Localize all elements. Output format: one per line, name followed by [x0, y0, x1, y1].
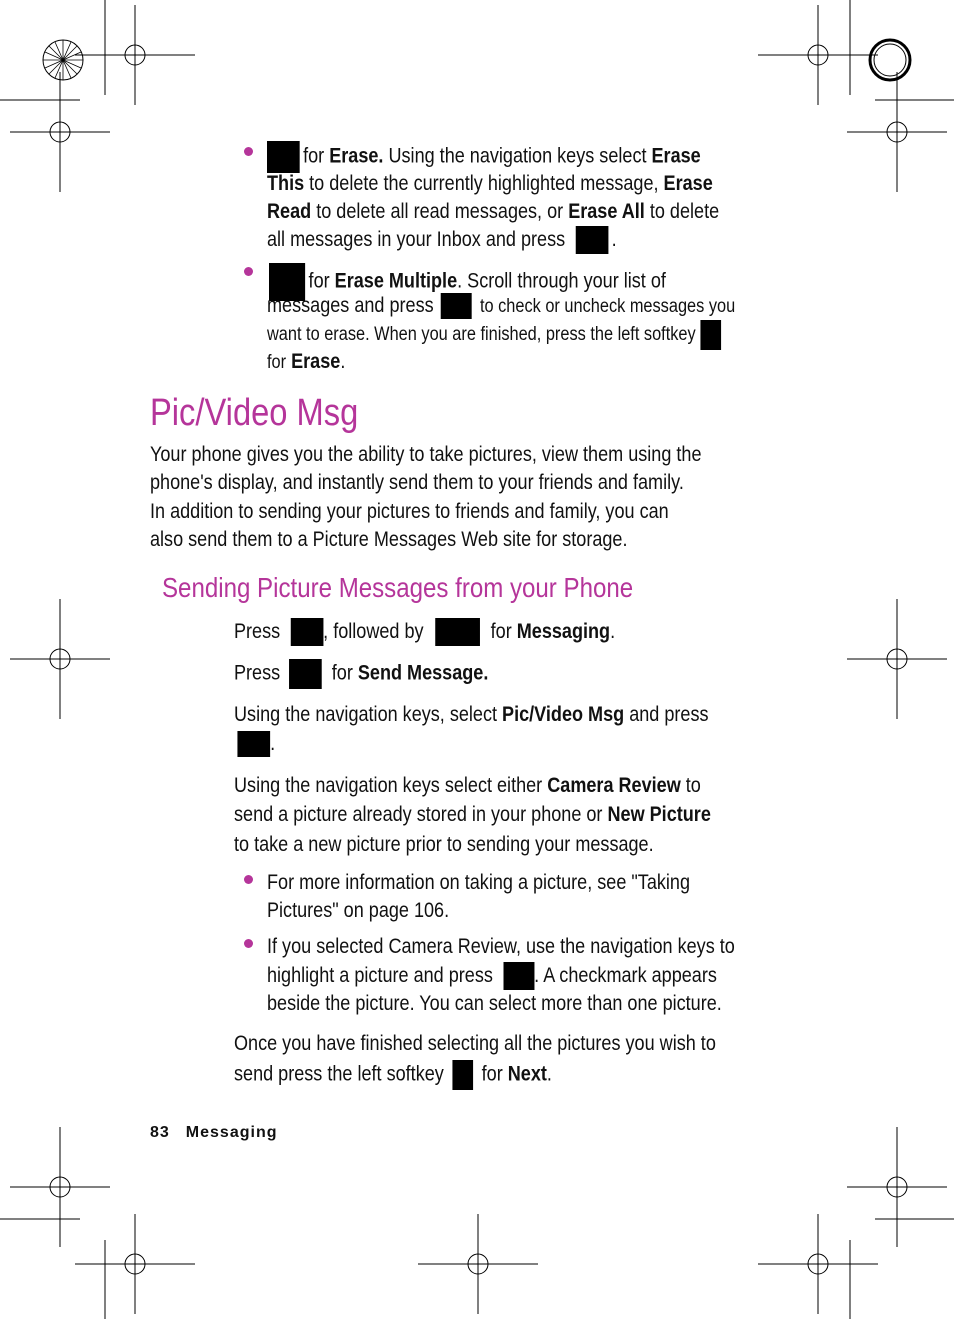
- intro-line-2: phone's display, and instantly send them to your friends and family.: [150, 471, 684, 494]
- step-5-line-2: send press the left softkey for Next.: [234, 1060, 552, 1090]
- key-icon: [289, 659, 322, 689]
- key-icon: [436, 618, 481, 646]
- intro-line-4: also send them to a Picture Messages Web site for storage.: [150, 528, 628, 551]
- sub-bullet-2-line-2: highlight a picture and press . A checkmark appears: [267, 962, 717, 990]
- step-1: Press , followed by for Messaging.: [234, 618, 615, 646]
- sub-bullet-1-line-2: Pictures" on page 106.: [267, 899, 450, 922]
- erase-bullet-line-2: This to delete the currently highlighted message, Erase: [267, 172, 713, 195]
- page-footer: [150, 1124, 277, 1142]
- page-number: 83: [150, 1124, 170, 1141]
- section-subheading: Sending Picture Messages from your Phone: [162, 572, 634, 603]
- erase-bullet-line-4: all messages in your Inbox and press .: [267, 226, 617, 254]
- page-title: Pic/Video Msg: [150, 392, 359, 434]
- key-icon: [290, 618, 323, 646]
- erase-multiple-line-3: want to erase. When you are finished, press the left softkey: [267, 320, 725, 350]
- key-icon: [267, 141, 300, 173]
- sub-bullet-2-line-3: beside the picture. You can select more than one picture.: [267, 992, 722, 1015]
- step-4-line-3: to take a new picture prior to sending your message.: [234, 833, 654, 856]
- intro-line-3: In addition to sending your pictures to friends and family, you can: [150, 500, 669, 523]
- key-icon: [575, 226, 608, 254]
- step-2: Press for Send Message.: [234, 659, 488, 689]
- step-3-line-1: Using the navigation keys, select Pic/Video Msg and press: [234, 703, 709, 726]
- step-4-line-2: send a picture already stored in your phone or New Picture: [234, 803, 711, 826]
- erase-multiple-line-2: messages and press to check or uncheck messages you: [267, 292, 735, 321]
- key-icon: [701, 320, 722, 350]
- bullet-icon: [244, 147, 253, 156]
- key-icon: [441, 293, 472, 319]
- intro-line-1: Your phone gives you the ability to take pictures, view them using the: [150, 443, 702, 466]
- erase-multiple-line-1: for Erase Multiple. Scroll through your list of: [269, 263, 666, 301]
- erase-bullet-line-1: for Erase. Using the navigation keys select Erase: [267, 141, 701, 173]
- step-4-line-1: Using the navigation keys select either Camera Review to: [234, 774, 701, 797]
- bullet-icon: [244, 267, 253, 276]
- erase-bullet-line-3: Read to delete all read messages, or Erase All to delete: [267, 200, 720, 223]
- step-5-line-1: Once you have finished selecting all the pictures you wish to: [234, 1032, 716, 1055]
- key-icon: [452, 1060, 473, 1090]
- section-name: Messaging: [185, 1124, 278, 1141]
- bullet-icon: [244, 875, 253, 884]
- key-icon: [503, 962, 534, 990]
- erase-multiple-line-4: for Erase.: [267, 350, 346, 373]
- key-icon: [237, 731, 270, 757]
- bullet-icon: [244, 939, 253, 948]
- sub-bullet-1-line-1: For more information on taking a picture, see "Taking: [267, 871, 690, 894]
- sub-bullet-2-line-1: If you selected Camera Review, use the navigation keys to: [267, 935, 735, 958]
- step-3-line-2: .: [234, 730, 275, 758]
